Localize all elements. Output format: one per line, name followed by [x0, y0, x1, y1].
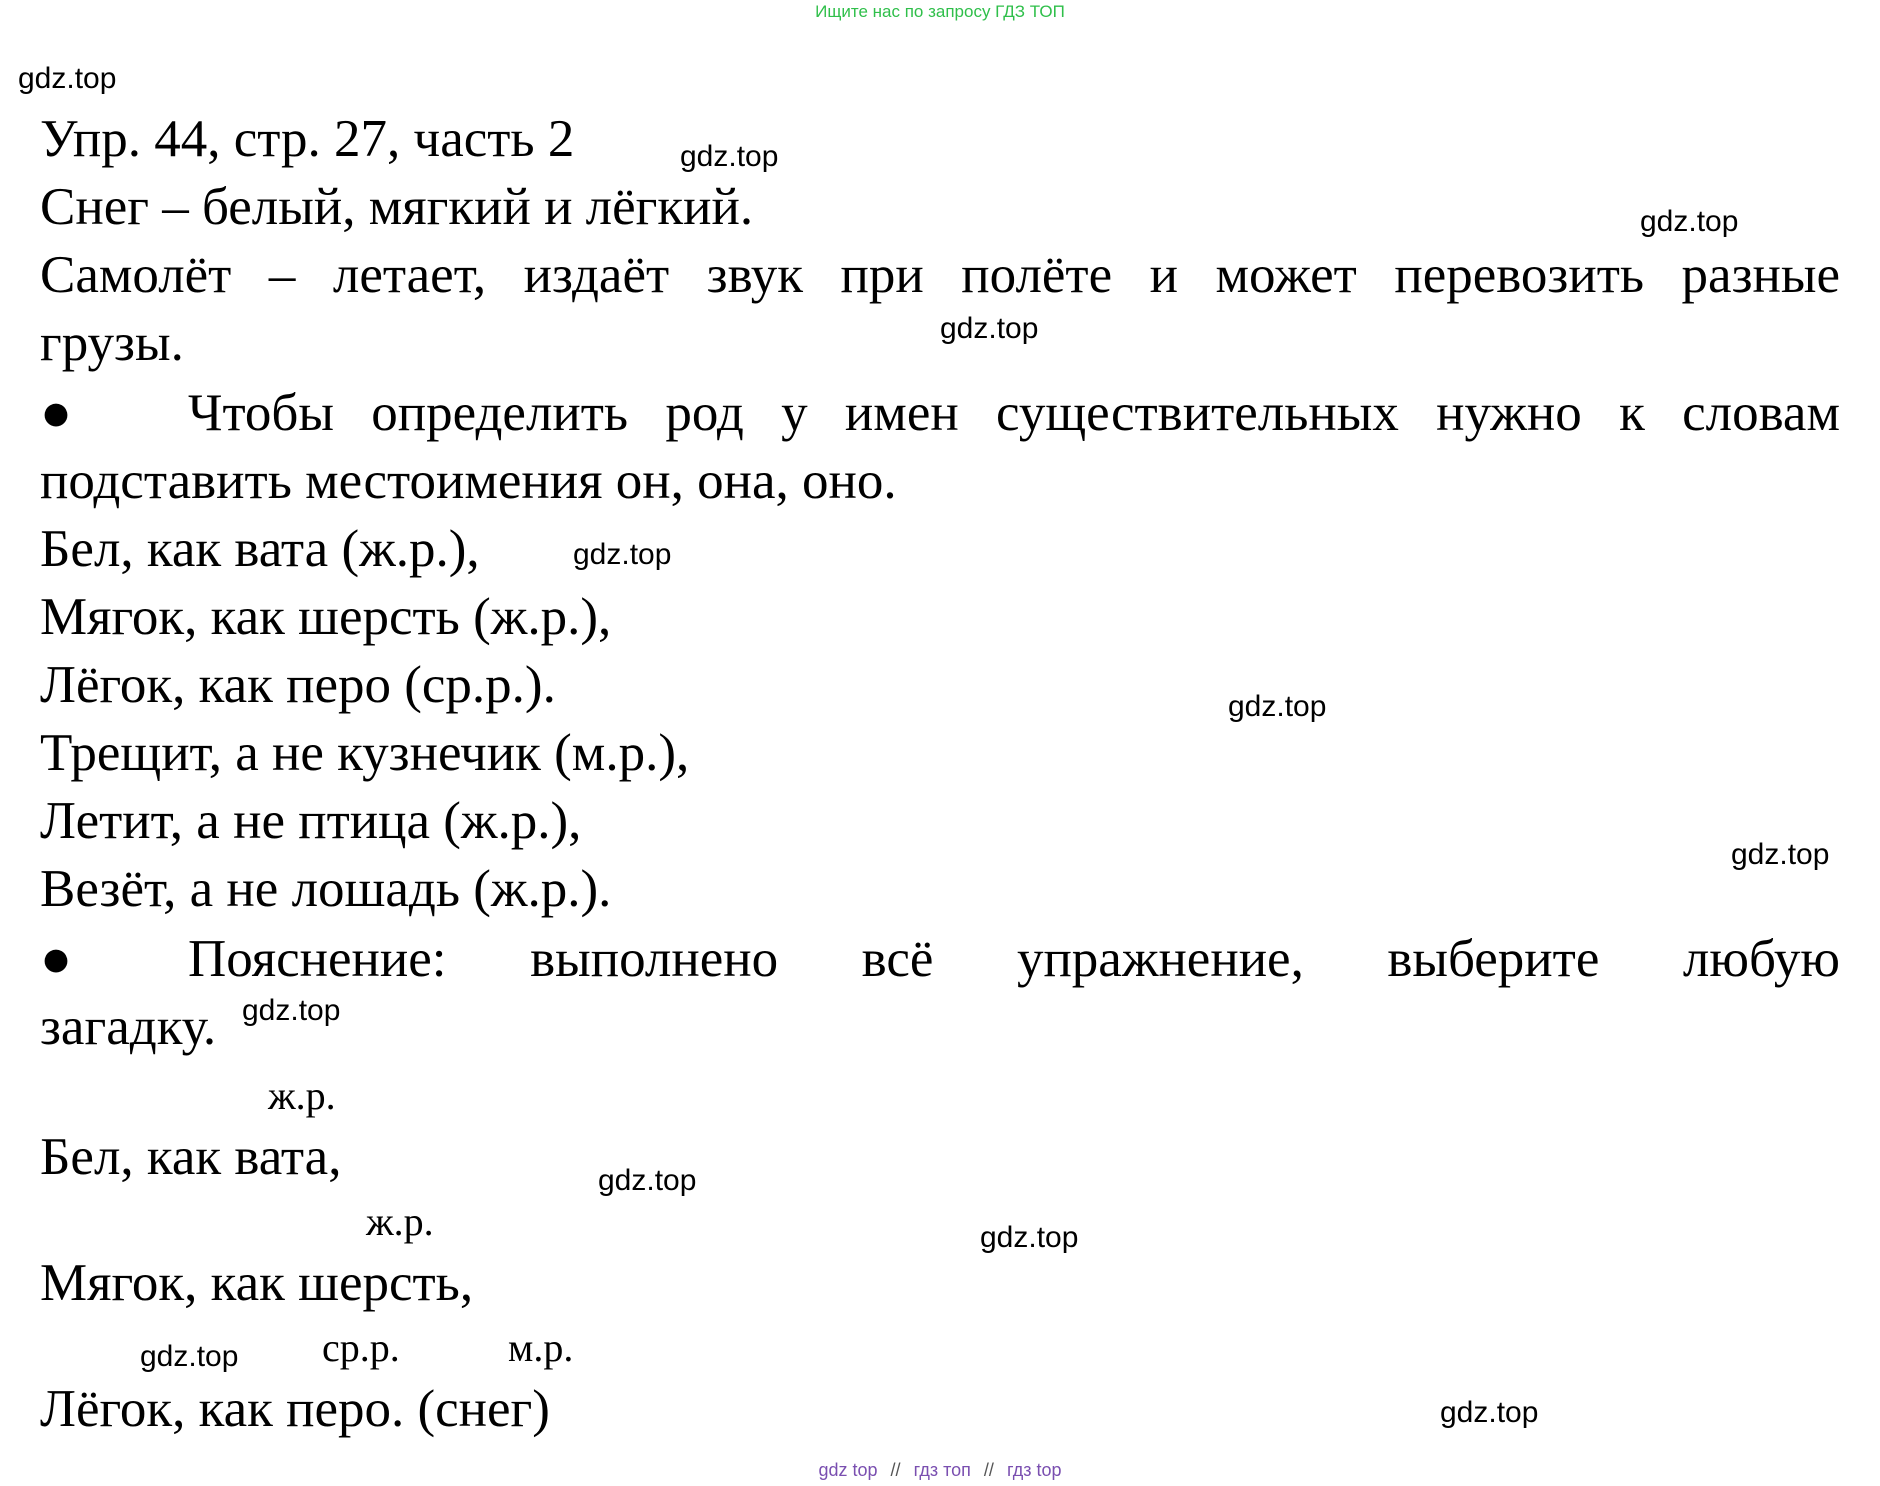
- text-line: Снег – белый, мягкий и лёгкий.: [40, 178, 754, 236]
- watermark: gdz.top: [242, 994, 341, 1027]
- bullet-paragraph: [40, 382, 1840, 444]
- text-line: грузы.: [40, 314, 184, 372]
- watermark: gdz.top: [1440, 1396, 1539, 1429]
- gender-annotation: м.р.: [508, 1325, 574, 1370]
- riddle-line: Лёгок, как перо. (снег): [40, 1380, 550, 1438]
- watermark: gdz.top: [940, 312, 1039, 345]
- watermark: gdz.top: [598, 1164, 697, 1197]
- watermark: gdz.top: [1228, 690, 1327, 723]
- text-line: Везёт, а не лошадь (ж.р.).: [40, 860, 612, 918]
- footer-separator: //: [983, 1460, 994, 1480]
- bullet-paragraph: [40, 928, 1840, 990]
- riddle-line: Мягок, как шерсть,: [40, 1254, 474, 1312]
- text-line: Мягок, как шерсть (ж.р.),: [40, 588, 612, 646]
- text-line: Трещит, а не кузнечик (м.р.),: [40, 724, 690, 782]
- bullet-icon: ●: [40, 930, 73, 988]
- watermark: gdz.top: [1640, 205, 1739, 238]
- riddle-line: Бел, как вата,: [40, 1128, 342, 1186]
- gender-annotation: ж.р.: [268, 1073, 336, 1118]
- text-line: Самолёт – летает, издаёт звук при полёте и может перевозить разные: [40, 246, 1840, 304]
- watermark: gdz.top: [140, 1340, 239, 1373]
- watermark: gdz.top: [18, 62, 117, 95]
- text-line: загадку.: [40, 998, 217, 1056]
- text-line: подставить местоимения он, она, оно.: [40, 452, 897, 510]
- footer-separator: //: [890, 1460, 901, 1480]
- watermark: gdz.top: [573, 538, 672, 571]
- watermark: gdz.top: [980, 1221, 1079, 1254]
- text-line: Лёгок, как перо (ср.р.).: [40, 656, 556, 714]
- footer-link[interactable]: гдз топ: [913, 1460, 971, 1480]
- text-line: Бел, как вата (ж.р.),: [40, 520, 480, 578]
- watermark: gdz.top: [1731, 838, 1830, 871]
- gender-annotation: ж.р.: [366, 1199, 434, 1244]
- gender-annotation: ср.р.: [322, 1325, 400, 1370]
- bullet-icon: ●: [40, 384, 73, 442]
- exercise-title: Упр. 44, стр. 27, часть 2: [40, 110, 575, 168]
- text-line: Пояснение: выполнено всё упражнение, выберите любую: [188, 930, 1840, 988]
- text-line: Чтобы определить род у имен существительных нужно к словам: [188, 384, 1840, 442]
- footer: [0, 1460, 1880, 1481]
- text-line: Летит, а не птица (ж.р.),: [40, 792, 582, 850]
- top-banner: Ищите нас по запросу ГДЗ ТОП: [815, 2, 1065, 21]
- footer-link[interactable]: гдз top: [1006, 1460, 1062, 1480]
- watermark: gdz.top: [680, 140, 779, 173]
- footer-link[interactable]: gdz top: [818, 1460, 878, 1480]
